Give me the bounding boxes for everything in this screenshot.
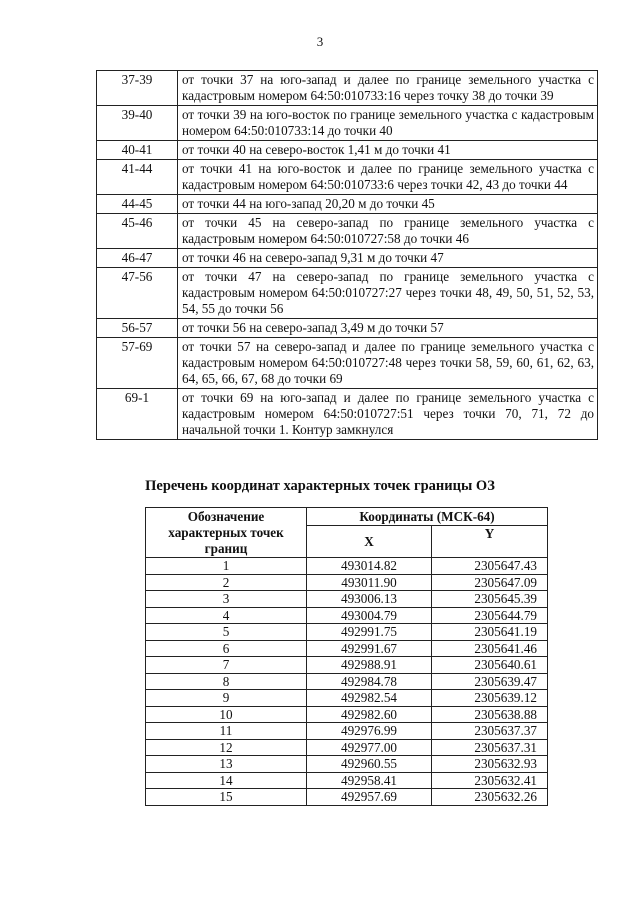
boundary-segment-row bbox=[97, 214, 598, 249]
boundary-segment-row bbox=[97, 319, 598, 338]
coordinates-section-title: Перечень координат характерных точек границы ОЗ bbox=[145, 478, 495, 494]
point-number: 13 bbox=[146, 756, 307, 773]
coordinate-x: 492977.00 bbox=[307, 739, 432, 756]
header-y: Y bbox=[432, 526, 548, 558]
boundary-description-table bbox=[96, 70, 598, 440]
coordinates-table bbox=[145, 507, 548, 806]
coordinate-row bbox=[146, 706, 548, 723]
coordinate-x: 492960.55 bbox=[307, 756, 432, 773]
segment-description: от точки 46 на северо-запад 9,31 м до точки 47 bbox=[178, 249, 598, 268]
coordinate-row bbox=[146, 673, 548, 690]
segment-id: 41-44 bbox=[97, 160, 178, 195]
segment-id: 45-46 bbox=[97, 214, 178, 249]
boundary-segment-row bbox=[97, 389, 598, 440]
header-coordinates-system: Координаты (МСК-64) bbox=[307, 508, 548, 526]
point-number: 6 bbox=[146, 640, 307, 657]
point-number: 9 bbox=[146, 690, 307, 707]
header-x: X bbox=[307, 526, 432, 558]
coordinate-x: 492988.91 bbox=[307, 657, 432, 674]
coordinate-y: 2305640.61 bbox=[432, 657, 548, 674]
segment-description: от точки 57 на северо-запад и далее по границе земельного участка с кадастровым номером 64:50:010727:48 через точки 58, 59, 60, 61, 62, 63, 64, 65, 66, 67, 68 до точки 69 bbox=[178, 338, 598, 389]
coordinate-y: 2305637.31 bbox=[432, 739, 548, 756]
segment-id: 46-47 bbox=[97, 249, 178, 268]
point-number: 14 bbox=[146, 772, 307, 789]
coordinate-x: 492976.99 bbox=[307, 723, 432, 740]
segment-id: 37-39 bbox=[97, 71, 178, 106]
segment-description: от точки 40 на северо-восток 1,41 м до точки 41 bbox=[178, 141, 598, 160]
coordinate-x: 492958.41 bbox=[307, 772, 432, 789]
point-number: 11 bbox=[146, 723, 307, 740]
coordinate-x: 492991.75 bbox=[307, 624, 432, 641]
boundary-segment-row bbox=[97, 106, 598, 141]
boundary-segment-row bbox=[97, 195, 598, 214]
coordinate-x: 492957.69 bbox=[307, 789, 432, 806]
coordinate-row bbox=[146, 574, 548, 591]
coordinate-y: 2305647.43 bbox=[432, 558, 548, 575]
point-number: 15 bbox=[146, 789, 307, 806]
coordinate-y: 2305632.41 bbox=[432, 772, 548, 789]
coordinate-row bbox=[146, 591, 548, 608]
segment-description: от точки 69 на юго-запад и далее по границе земельного участка с кадастровым номером 64:50:010727:51 через точки 70, 71, 72 до начальной точки 1. Контур замкнулся bbox=[178, 389, 598, 440]
point-number: 4 bbox=[146, 607, 307, 624]
coordinate-y: 2305647.09 bbox=[432, 574, 548, 591]
point-number: 1 bbox=[146, 558, 307, 575]
coordinate-y: 2305641.19 bbox=[432, 624, 548, 641]
point-number: 3 bbox=[146, 591, 307, 608]
boundary-segment-row bbox=[97, 338, 598, 389]
segment-description: от точки 56 на северо-запад 3,49 м до точки 57 bbox=[178, 319, 598, 338]
segment-id: 56-57 bbox=[97, 319, 178, 338]
boundary-segment-row bbox=[97, 268, 598, 319]
coordinate-y: 2305632.26 bbox=[432, 789, 548, 806]
coordinate-row bbox=[146, 756, 548, 773]
coordinate-y: 2305632.93 bbox=[432, 756, 548, 773]
coordinate-row bbox=[146, 723, 548, 740]
header-row bbox=[146, 508, 548, 526]
segment-description: от точки 37 на юго-запад и далее по границе земельного участка с кадастровым номером 64:50:010733:16 через точку 38 до точки 39 bbox=[178, 71, 598, 106]
coordinates-table-body bbox=[146, 558, 548, 806]
coordinate-row bbox=[146, 624, 548, 641]
boundary-segment-row bbox=[97, 249, 598, 268]
coordinate-row bbox=[146, 657, 548, 674]
point-number: 8 bbox=[146, 673, 307, 690]
boundary-segment-row bbox=[97, 160, 598, 195]
segment-id: 40-41 bbox=[97, 141, 178, 160]
page-number: 3 bbox=[316, 34, 324, 49]
point-number: 2 bbox=[146, 574, 307, 591]
point-number: 12 bbox=[146, 739, 307, 756]
coordinate-row bbox=[146, 558, 548, 575]
segment-id: 69-1 bbox=[97, 389, 178, 440]
coordinate-x: 493006.13 bbox=[307, 591, 432, 608]
segment-id: 44-45 bbox=[97, 195, 178, 214]
segment-description: от точки 41 на юго-восток и далее по границе земельного участка с кадастровым номером 64:50:010733:6 через точки 42, 43 до точки 44 bbox=[178, 160, 598, 195]
segment-id: 39-40 bbox=[97, 106, 178, 141]
segment-id: 47-56 bbox=[97, 268, 178, 319]
coordinate-y: 2305641.46 bbox=[432, 640, 548, 657]
coordinate-y: 2305639.47 bbox=[432, 673, 548, 690]
coordinate-x: 492984.78 bbox=[307, 673, 432, 690]
coordinate-x: 492991.67 bbox=[307, 640, 432, 657]
coordinates-table-header bbox=[146, 508, 548, 558]
segment-description: от точки 45 на северо-запад по границе земельного участка с кадастровым номером 64:50:010727:58 до точки 46 bbox=[178, 214, 598, 249]
coordinate-y: 2305637.37 bbox=[432, 723, 548, 740]
boundary-segment-row bbox=[97, 141, 598, 160]
segment-description: от точки 39 на юго-восток по границе земельного участка с кадастровым номером 64:50:010733:14 до точки 40 bbox=[178, 106, 598, 141]
coordinate-x: 492982.54 bbox=[307, 690, 432, 707]
coordinate-x: 492982.60 bbox=[307, 706, 432, 723]
segment-description: от точки 44 на юго-запад 20,20 м до точки 45 bbox=[178, 195, 598, 214]
point-number: 10 bbox=[146, 706, 307, 723]
segment-description: от точки 47 на северо-запад по границе земельного участка с кадастровым номером 64:50:010727:27 через точки 48, 49, 50, 51, 52, 53, 54, 55 до точки 56 bbox=[178, 268, 598, 319]
point-number: 7 bbox=[146, 657, 307, 674]
coordinate-y: 2305639.12 bbox=[432, 690, 548, 707]
coordinate-x: 493011.90 bbox=[307, 574, 432, 591]
coordinate-x: 493014.82 bbox=[307, 558, 432, 575]
boundary-description-body bbox=[97, 71, 598, 440]
boundary-segment-row bbox=[97, 71, 598, 106]
coordinate-y: 2305644.79 bbox=[432, 607, 548, 624]
point-number: 5 bbox=[146, 624, 307, 641]
coordinate-y: 2305645.39 bbox=[432, 591, 548, 608]
coordinate-row bbox=[146, 690, 548, 707]
segment-id: 57-69 bbox=[97, 338, 178, 389]
coordinate-row bbox=[146, 640, 548, 657]
coordinate-row bbox=[146, 772, 548, 789]
coordinate-y: 2305638.88 bbox=[432, 706, 548, 723]
coordinate-row bbox=[146, 789, 548, 806]
coordinate-row bbox=[146, 739, 548, 756]
coordinate-x: 493004.79 bbox=[307, 607, 432, 624]
coordinate-row bbox=[146, 607, 548, 624]
header-point-designation: Обозначение характерных точек границ bbox=[146, 508, 307, 558]
